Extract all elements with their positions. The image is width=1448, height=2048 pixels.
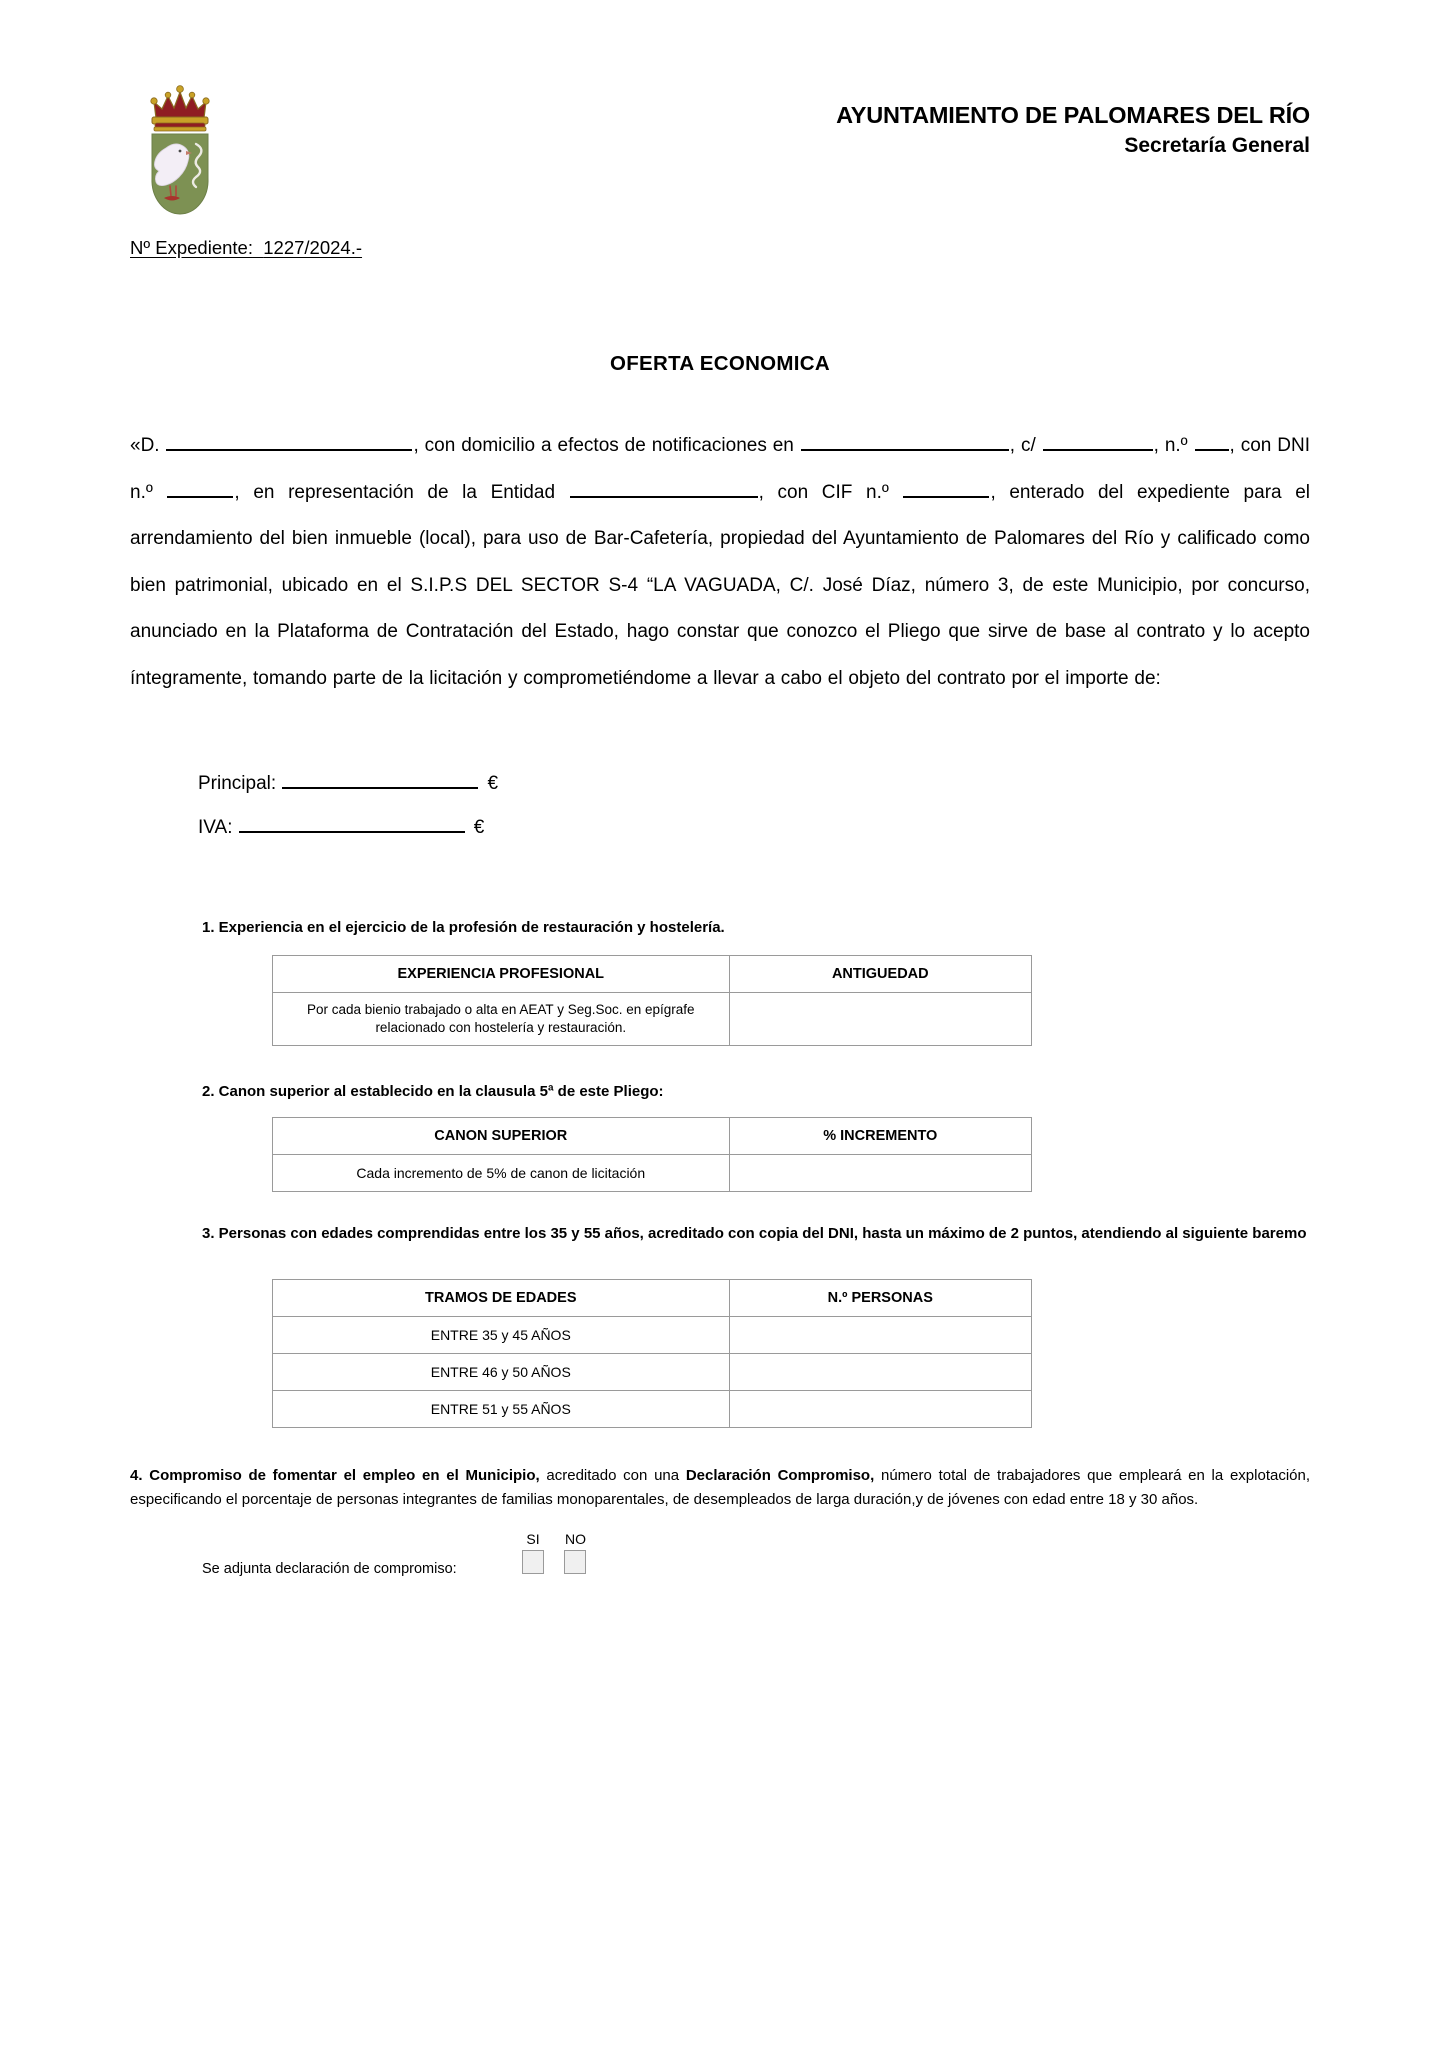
- table-row: [273, 1155, 1032, 1192]
- iva-currency: €: [473, 817, 485, 839]
- cif-field[interactable]: [903, 478, 989, 498]
- principal-currency: €: [487, 773, 499, 795]
- street-field[interactable]: [1043, 431, 1153, 451]
- declaration-seg-4: , con DNI n.º: [130, 435, 1310, 503]
- ages-row-0-label: ENTRE 35 y 45 AÑOS: [273, 1317, 730, 1354]
- declaration-seg-1: , con domicilio a efectos de notificaciones en: [413, 435, 794, 457]
- dni-field[interactable]: [167, 478, 233, 498]
- checkbox-yes-caption: SI: [526, 1530, 540, 1547]
- criterion-4-heading: [130, 1464, 1310, 1511]
- declaration-open: «D.: [130, 435, 160, 457]
- principal-row: [198, 762, 1310, 806]
- ages-table-header-0: TRAMOS DE EDADES: [273, 1280, 730, 1317]
- organization-name: AYUNTAMIENTO DE PALOMARES DEL RÍO: [836, 102, 1310, 128]
- canon-table: [272, 1117, 1032, 1192]
- experience-table-header-1: ANTIGUEDAD: [729, 955, 1031, 992]
- table-header-row: [273, 955, 1032, 992]
- table-header-row: [273, 1280, 1032, 1317]
- criterion-2-heading: 2. Canon superior al establecido en la clausula 5ª de este Pliego:: [202, 1082, 664, 1100]
- ages-table-header-1: N.º PERSONAS: [729, 1280, 1031, 1317]
- criterion-4-text-2: número total de trabajadores que empleará en la explotación, especificando el porcentaje de personas integrantes de familias monoparentales, de desempleados de larga duración,y de jóvenes con edad entre 18 y 30 años.: [130, 1467, 1311, 1508]
- ages-row-2-value[interactable]: [729, 1391, 1031, 1428]
- criterion-4-bold-2: Declaración Compromiso,: [685, 1467, 875, 1485]
- iva-row: [198, 806, 1310, 850]
- criterion-4-bold-1: 4. Compromiso de fomentar el empleo en el Municipio,: [130, 1467, 540, 1485]
- notification-address-field[interactable]: [801, 431, 1009, 451]
- declaration-seg-6: , con CIF n.º: [758, 481, 889, 503]
- experience-row-0-value[interactable]: [729, 992, 1031, 1045]
- commitment-checkbox-label: Se adjunta declaración de compromiso:: [202, 1560, 457, 1577]
- commitment-checkbox-group: [522, 1531, 602, 1574]
- checkbox-no-item: [564, 1531, 586, 1574]
- declaration-seg-7: , enterado del expediente para el arrendamiento del bien inmueble (local), para uso de Bar-Cafetería, propiedad del Ayuntamiento de Palomares del Río y calificado como bien patrimonial, ubicado en el S.I.P.S DEL SECTOR S-4 “LA VAGUADA, C/. José Díaz, número 3, de este Municipio, por concurso, anunciado en la Plataforma de Contratación del Estado, hago constar que conozco el Pliego que sirve de base al contrato y lo acepto íntegramente, tomando parte de la licitación y comprometiéndome a llevar a cabo el objeto del contrato por el importe de:: [130, 481, 1311, 689]
- file-reference-label: Nº Expediente:: [130, 237, 253, 258]
- ages-row-1-label: ENTRE 46 y 50 AÑOS: [273, 1354, 730, 1391]
- commitment-declaration-block: [202, 1531, 1310, 1595]
- experience-table-header-0: EXPERIENCIA PROFESIONAL: [273, 955, 730, 992]
- table-header-row: [273, 1118, 1032, 1155]
- iva-amount-field[interactable]: [239, 813, 465, 833]
- table-row: [273, 992, 1032, 1045]
- table-row: [273, 1354, 1032, 1391]
- checkbox-yes[interactable]: [522, 1550, 544, 1574]
- canon-row-0-value[interactable]: [729, 1155, 1031, 1192]
- checkbox-no-caption: NO: [564, 1530, 586, 1547]
- declaration-seg-2: , c/: [1009, 435, 1036, 457]
- declaration-seg-3: , n.º: [1153, 435, 1188, 457]
- file-reference: [130, 236, 1310, 260]
- file-reference-value: 1227/2024.-: [263, 237, 363, 258]
- header-titles: [550, 100, 1310, 159]
- checkbox-no[interactable]: [564, 1550, 586, 1574]
- bidder-name-field[interactable]: [166, 431, 412, 451]
- iva-label: IVA:: [198, 817, 233, 839]
- declaration-seg-5: , en representación de la Entidad: [234, 481, 556, 503]
- experience-row-0-desc: Por cada bienio trabajado o alta en AEAT y Seg.Soc. en epígrafe relacionado con hostelería y restauración.: [273, 992, 730, 1045]
- coat-of-arms-dove-crown-icon: [130, 78, 230, 218]
- canon-table-header-0: CANON SUPERIOR: [273, 1118, 730, 1155]
- page-content: [130, 0, 1310, 1595]
- experience-table: [272, 955, 1032, 1046]
- document-header: [130, 78, 1310, 218]
- canon-row-0-desc: Cada incremento de 5% de canon de licitación: [273, 1155, 730, 1192]
- department-name: Secretaría General: [1124, 134, 1310, 158]
- criterion-1-heading: 1. Experiencia en el ejercicio de la profesión de restauración y hostelería.: [202, 918, 725, 936]
- page-title: OFERTA ECONOMICA: [609, 352, 831, 376]
- ages-row-0-value[interactable]: [729, 1317, 1031, 1354]
- principal-label: Principal:: [198, 773, 277, 795]
- offer-amounts: [198, 762, 1310, 849]
- principal-amount-field[interactable]: [282, 769, 478, 789]
- offer-declaration-paragraph: [130, 423, 1310, 702]
- table-row: [273, 1317, 1032, 1354]
- ages-table: [272, 1279, 1032, 1428]
- table-row: [273, 1391, 1032, 1428]
- checkbox-yes-item: [522, 1531, 544, 1574]
- canon-table-header-1: % INCREMENTO: [729, 1118, 1031, 1155]
- entity-name-field[interactable]: [570, 478, 758, 498]
- street-number-field[interactable]: [1195, 431, 1229, 451]
- criterion-4-text-1: acreditado con una: [539, 1467, 686, 1485]
- ages-row-2-label: ENTRE 51 y 55 AÑOS: [273, 1391, 730, 1428]
- criterion-3-heading: 3. Personas con edades comprendidas entre los 35 y 55 años, acreditado con copia del DNI, hasta un máximo de 2 puntos, atendiendo al siguiente baremo: [202, 1225, 1307, 1243]
- ages-row-1-value[interactable]: [729, 1354, 1031, 1391]
